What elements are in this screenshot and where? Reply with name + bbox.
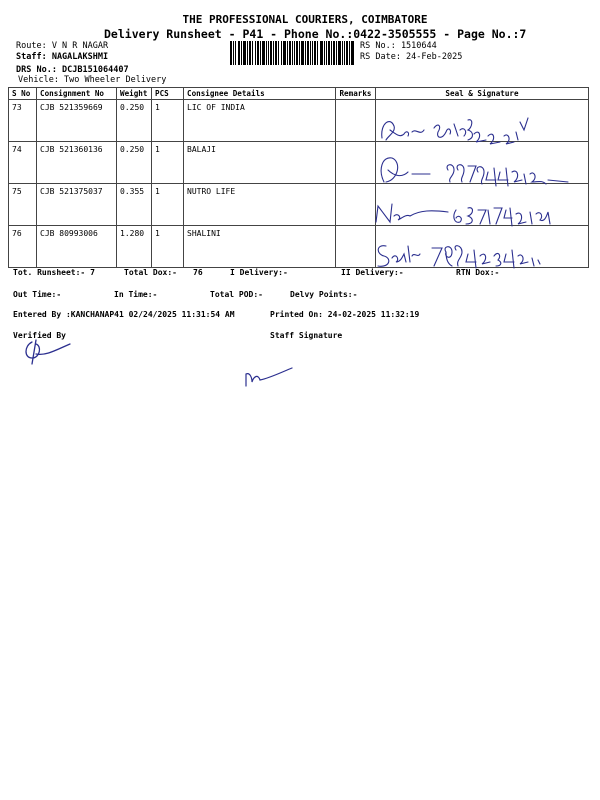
staff-signature [240,366,296,390]
col-header-remarks: Remarks [336,88,376,100]
vehicle-label: Vehicle: Two Wheeler Delivery [18,75,167,85]
cell-consignee: BALAJI [184,142,336,184]
handwritten-signature-row4 [372,236,572,272]
col-header-signature: Seal & Signature [376,88,589,100]
cell-pcs: 1 [152,226,184,268]
drs-number: DRS No.: DCJB151064407 [16,65,129,75]
staff-signature-label: Staff Signature [270,331,343,340]
rs-number: RS No.: 1510644 [360,41,437,51]
cell-remarks [336,142,376,184]
rs-date: RS Date: 24-Feb-2025 [360,52,463,62]
delvy-points: Delvy Points:- [290,290,358,299]
cell-weight: 0.250 [117,100,152,142]
cell-pcs: 1 [152,142,184,184]
tot-runsheet: Tot. Runsheet:- 7 [13,268,95,277]
cell-remarks [336,226,376,268]
verified-by-label: Verified By [13,331,66,340]
route-label: Route: V N R NAGAR [16,41,109,51]
handwritten-signature-row2 [372,150,572,190]
cell-remarks [336,184,376,226]
cell-sno: 73 [9,100,37,142]
verified-by-signature [22,336,74,366]
cell-weight: 1.280 [117,226,152,268]
cell-consignment: CJB 521359669 [37,100,117,142]
cell-remarks [336,100,376,142]
handwritten-signature-row1 [376,110,536,150]
col-header-sno: S No [9,88,37,100]
cell-pcs: 1 [152,100,184,142]
out-time: Out Time:- [13,290,62,299]
runsheet-title: Delivery Runsheet - P41 - Phone No.:0422-3505555 - Page No.:7 [104,27,527,41]
total-pod: Total POD:- [210,290,263,299]
entered-by: Entered By :KANCHANAP41 02/24/2025 11:31:54 AM [13,310,235,319]
cell-consignee: LIC OF INDIA [184,100,336,142]
barcode-icon [230,41,354,65]
cell-sno: 74 [9,142,37,184]
in-time: In Time:- [114,290,158,299]
col-header-weight: Weight [117,88,152,100]
i-delivery: I Delivery:- [230,268,288,277]
cell-consignment: CJB 80993006 [37,226,117,268]
cell-weight: 0.355 [117,184,152,226]
cell-consignment: CJB 521360136 [37,142,117,184]
rtn-dox: RTN Dox:- [456,268,500,277]
cell-consignee: NUTRO LIFE [184,184,336,226]
col-header-pcs: PCS [152,88,184,100]
cell-consignee: SHALINI [184,226,336,268]
cell-pcs: 1 [152,184,184,226]
total-dox-label: Total Dox:- [124,268,177,277]
table-header-row [9,88,589,100]
printed-on: Printed On: 24-02-2025 11:32:19 [270,310,420,319]
cell-sno: 76 [9,226,37,268]
cell-weight: 0.250 [117,142,152,184]
col-header-consignee: Consignee Details [184,88,336,100]
handwritten-signature-row3 [372,196,572,230]
cell-consignment: CJB 521375037 [37,184,117,226]
cell-sno: 75 [9,184,37,226]
ii-delivery: II Delivery:- [341,268,404,277]
company-name: THE PROFESSIONAL COURIERS, COIMBATORE [182,13,428,26]
total-dox-value: 76 [193,268,203,277]
staff-label: Staff: NAGALAKSHMI [16,52,109,62]
col-header-consignment: Consignment No [37,88,117,100]
